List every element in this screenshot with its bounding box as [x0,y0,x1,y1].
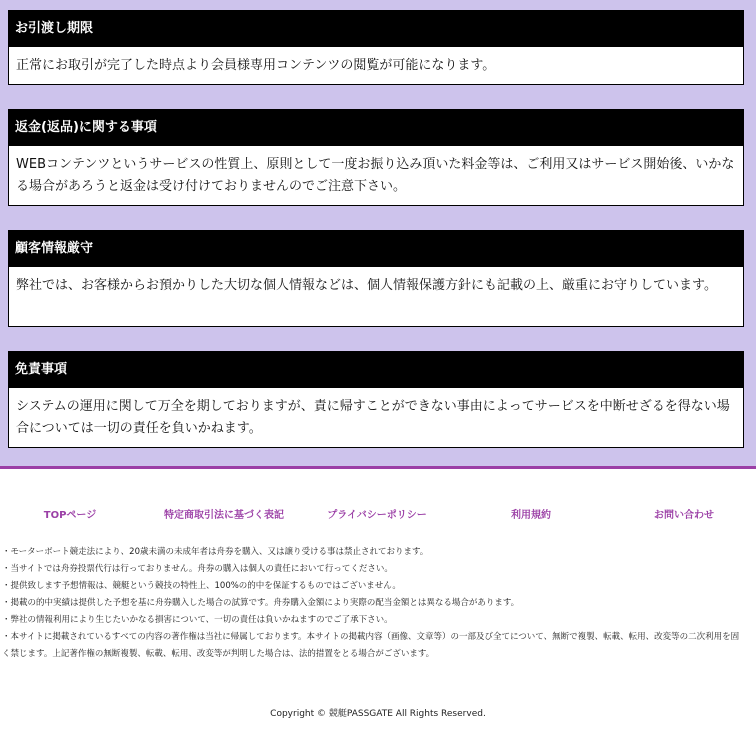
footer-link-privacy-policy[interactable]: プライバシーポリシー [327,510,427,521]
footer-link-terms[interactable]: 利用規約 [511,510,551,521]
footer-note: ・提供致します予想情報は、競艇という競技の特性上、100%の的中を保証するものではございません。 [2,581,401,591]
footer-link-commercial-law[interactable]: 特定商取引法に基づく表記 [164,510,284,521]
section-disclaimer [8,351,744,448]
footer-note: ・モーターボート競走法により、20歳未満の未成年者は舟券を購入、又は譲り受ける事は禁止されております。 [2,547,429,557]
section-title: お引渡し期限 [8,10,744,47]
section-body: WEBコンテンツというサービスの性質上、原則として一度お振り込み頂いた料金等は、ご利用又はサービス開始後、いかなる場合があろうと返金は受け付けておりませんのでご注意下さい。 [8,146,744,206]
footer-link-top[interactable]: TOPページ [43,510,97,521]
section-body: 正常にお取引が完了した時点より会員様専用コンテンツの閲覧が可能になります。 [8,47,744,85]
footer-notes [0,517,756,663]
section-title: 顧客情報厳守 [8,230,744,267]
footer-nav [0,469,756,521]
footer-note: ・掲載の的中実績は提供した予想を基に舟券購入した場合の試算です。舟券購入金額により実際の配当金額とは異なる場合があります。 [2,598,520,608]
footer-link-contact[interactable]: お問い合わせ [654,510,714,521]
section-title: 免責事項 [8,351,744,388]
section-body: システムの運用に関して万全を期しておりますが、責に帰すことができない事由によってサービスを中断せざるを得ない場合については一切の責任を負いかねます。 [8,388,744,448]
section-customer-privacy [8,230,744,327]
footer-note: ・本サイトに掲載されているすべての内容の著作権は当社に帰属しております。本サイトの掲載内容（画像、文章等）の一部及び全てについて、無断で複製、転載、転用、改変等の二次利用を固く禁じます。上記著作権の無断複製、転載、転用、改変等が判明した場合は、法的措置をとる場合がございます。 [2,632,740,659]
footer-note: ・当サイトでは舟券投票代行は行っておりません。舟券の購入は個人の責任において行ってください。 [2,564,393,574]
section-title: 返金(返品)に関する事項 [8,109,744,146]
section-refund-policy [8,109,744,206]
footer-note: ・弊社の情報利用により生じたいかなる損害について、一切の責任は負いかねますのでご了承下さい。 [2,615,393,625]
copyright-text: Copyright © 競艇PASSGATE All Rights Reserved. [270,709,486,719]
section-delivery-deadline [8,10,744,85]
section-body: 弊社では、お客様からお預かりした大切な個人情報などは、個人情報保護方針にも記載の上、厳重にお守りしています。 [8,267,744,327]
